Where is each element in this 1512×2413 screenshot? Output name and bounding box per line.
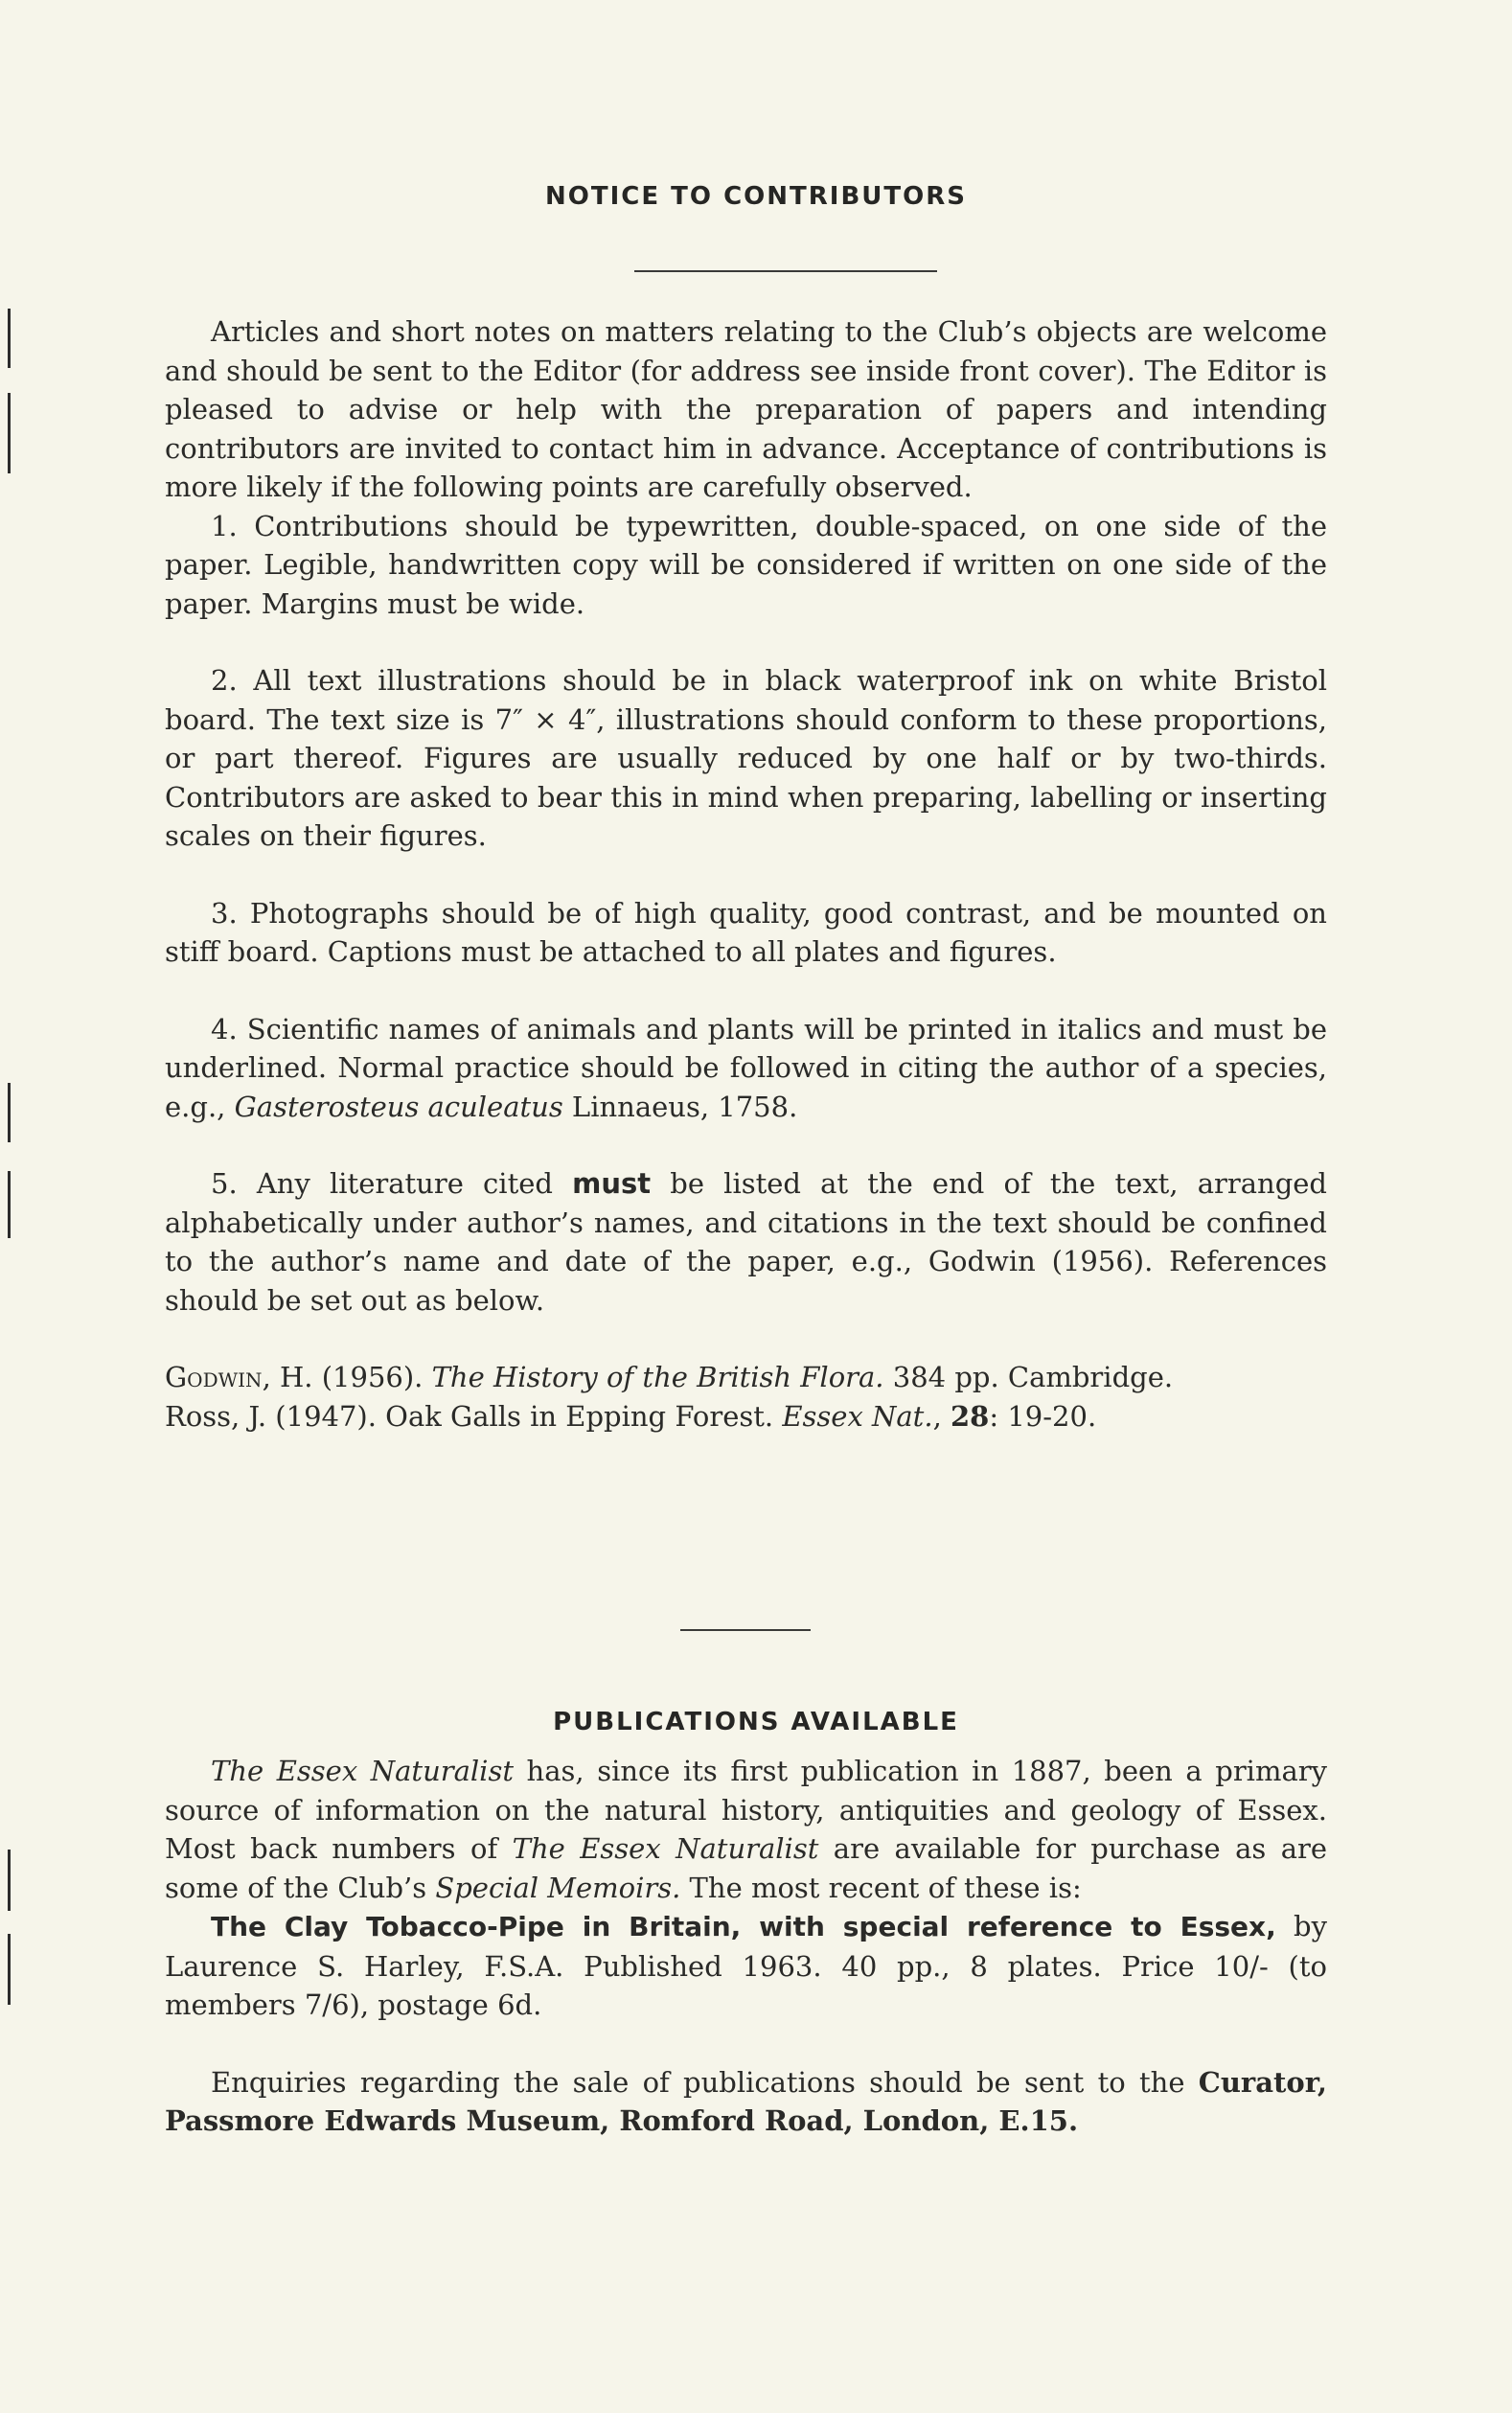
margin-mark [8,1934,11,2005]
margin-mark [8,393,11,473]
ref-title: The History of the British Flora. [431,1361,884,1393]
journal-title: The Essex Naturalist [211,1755,514,1787]
species-name: Gasterosteus aculeatus [234,1090,563,1123]
intro-text: has, since its first publication in 1887, been a primary source of information on the natural history, antiquities and geology of Essex. Most back numbers of [165,1755,1327,1865]
reference-godwin [165,1358,1327,1397]
notice-intro: Articles and short notes on matters relating to the Club’s objects are welcome and should be sent to the Editor (for address see inside front cover). The Editor is pleased to advise or help with the preparation of papers and intending contributors are invited to contact him in advance. Acceptance of contributions is more likely if the following points are carefully observed. [165,315,1327,503]
memoirs-title: Special Memoirs. [435,1871,681,1904]
ref-text: 384 pp. Cambridge. [883,1361,1174,1393]
ref-text: : 19-20. [989,1399,1097,1433]
ref-journal: Essex Nat. [782,1399,933,1433]
notice-body [165,312,1327,1436]
must-emphasis: must [572,1167,652,1200]
margin-mark [8,309,11,368]
enquiries [165,2063,1327,2141]
ref-text: , [932,1399,951,1433]
point-3: 3. Photographs should be of high quality, good contrast, and be mounted on stiff board. Captions must be attached to all plates and figures. [165,896,1327,968]
section-divider [680,1629,811,1631]
enquiries-text: Enquiries regarding the sale of publications should be sent to the [211,2065,1199,2099]
intro-text: are available for purchase as are some of the Club’s [165,1832,1328,1904]
point-2: 2. All text illustrations should be in black waterproof ink on white Bristol board. The text size is 7″ × 4″, illustrations should conform to these proportions, or part thereof. Figures are usually reduced by one half or by two-thirds. Contributors are asked to bear this in mind when preparing, labelling or inserting scales on their figures. [165,664,1327,852]
publications-intro [165,1752,1327,1907]
references [165,1358,1327,1436]
notice-heading: NOTICE TO CONTRIBUTORS [545,182,967,211]
point-4 [165,1010,1327,1127]
book-entry [165,1907,1327,2025]
margin-mark [8,1171,11,1238]
publications-heading: PUBLICATIONS AVAILABLE [553,1708,959,1736]
book-details: by Laurence S. Harley, F.S.A. Published 1963. 40 pp., 8 plates. Price 10/- (to members 7/6), postage 6d. [165,1910,1327,2021]
ref-volume: 28 [951,1399,990,1433]
ref-text: Ross, J. (1947). Oak Galls in Epping Forest. [165,1399,783,1433]
point-4-text-end: Linnaeus, 1758. [562,1090,798,1123]
ref-author: Godwin [165,1361,263,1393]
reference-ross [165,1397,1327,1436]
point-4-text: 4. Scientific names of animals and plants will be printed in italics and must be underlined. Normal practice should be followed in citing the author of a species, e.g., [165,1012,1327,1123]
book-title: The Clay Tobacco-Pipe in Britain, with special reference to Essex, [211,1911,1276,1942]
ref-text: , H. (1956). [262,1361,432,1393]
journal-title: The Essex Naturalist [512,1832,819,1865]
margin-mark [8,1083,11,1142]
point-5 [165,1164,1327,1320]
curator-address: Curator, Passmore Edwards Museum, Romford Road, London, E.15. [165,2065,1327,2137]
publications-body [165,1752,1327,2141]
margin-mark [8,1850,11,1911]
point-5-text: 5. Any literature cited [211,1167,573,1200]
point-5-text-end: be listed at the end of the text, arranged alphabetically under author’s names, and citations in the text should be confined to the author’s name and date of the paper, e.g., Godwin (1956). References should be set out as below. [165,1167,1327,1317]
point-1: 1. Contributions should be typewritten, double-spaced, on one side of the paper. Legible, handwritten copy will be considered if written on one side of the paper. Margins must be wide. [165,509,1327,620]
heading-divider [634,270,937,272]
intro-text: The most recent of these is: [680,1871,1082,1904]
